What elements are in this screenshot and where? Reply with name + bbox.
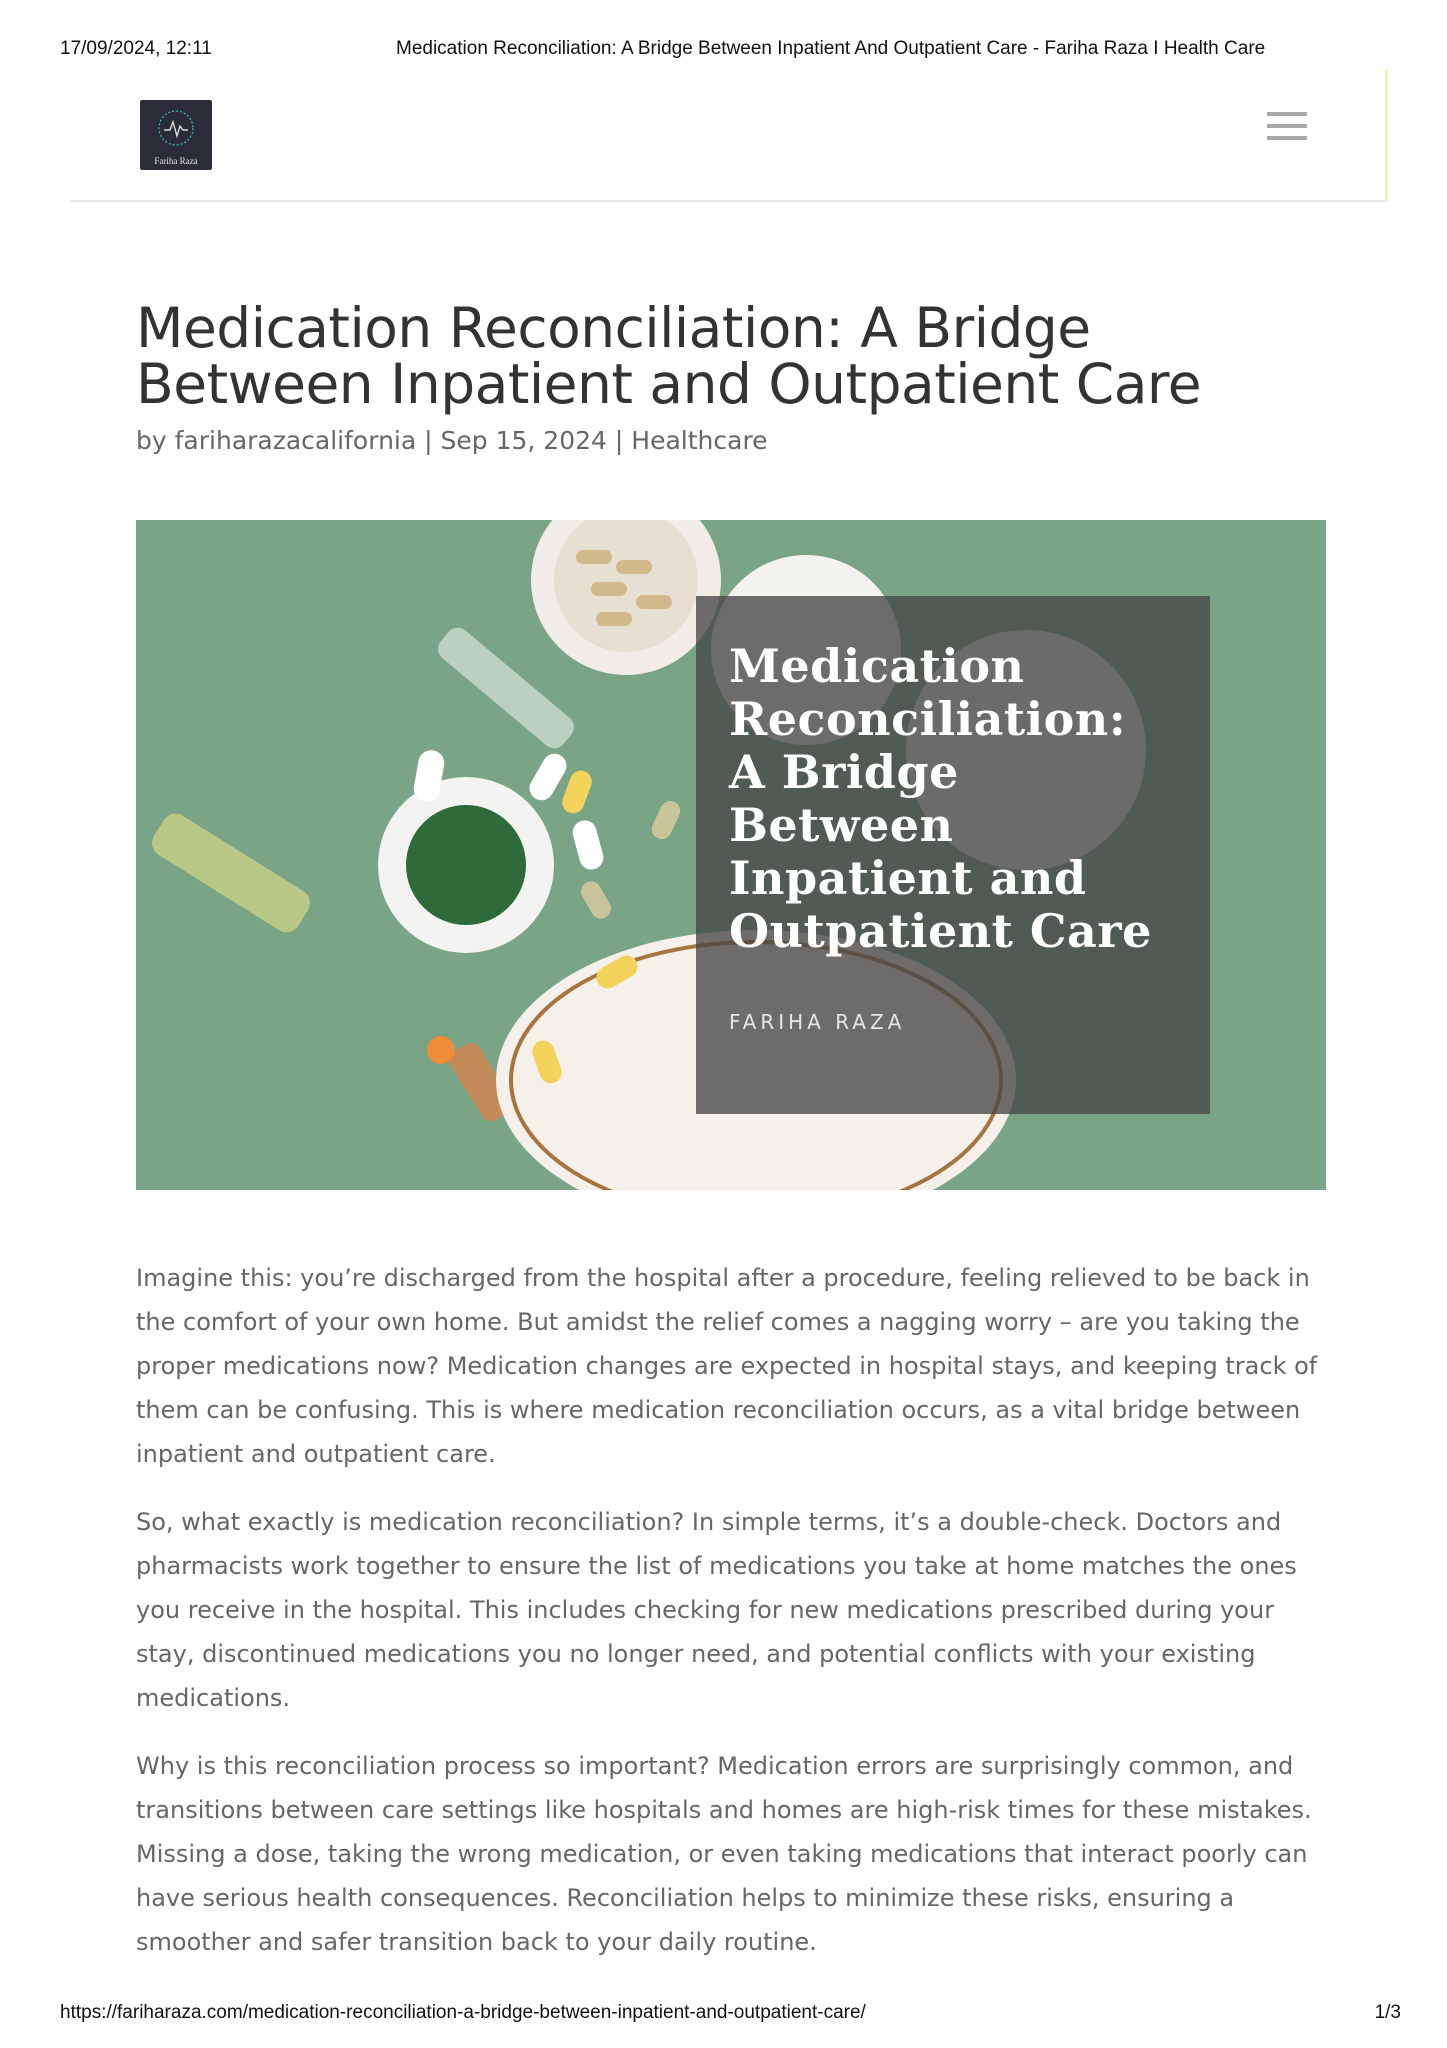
hamburger-menu-icon[interactable] — [1267, 112, 1307, 144]
hero-heading-line: Between — [729, 798, 954, 852]
post-date: Sep 15, 2024 — [440, 426, 607, 455]
heartbeat-logo-icon — [154, 106, 198, 150]
post-meta — [136, 426, 1326, 455]
article-header — [136, 296, 1326, 455]
category-link[interactable]: Healthcare — [631, 426, 768, 455]
site-header — [70, 70, 1388, 202]
author-link[interactable]: fariharazacalifornia — [174, 426, 417, 455]
meta-separator: | — [614, 426, 624, 455]
hero-heading — [729, 640, 1189, 958]
meta-by: by — [136, 426, 167, 455]
article-body — [136, 1256, 1326, 1988]
hero-title-card — [696, 596, 1210, 1114]
hero-heading-line: Medication — [729, 639, 1025, 693]
print-datetime: 17/09/2024, 12:11 — [60, 38, 212, 59]
hero-author: FARIHA RAZA — [729, 1010, 906, 1034]
paragraph: Imagine this: you’re discharged from the hospital after a procedure, feeling relieved to be back in the comfort of your own home. But amidst the relief comes a nagging worry – are you taking the proper medications now? Medication changes are expected in hospital stays, and keeping track of them can be confusing. This is where medication reconciliation occurs, as a vital bridge between inpatient and outpatient care. — [136, 1264, 1318, 1468]
hero-heading-line: Outpatient Care — [729, 904, 1152, 958]
page-title: Medication Reconciliation: A Bridge Between Inpatient and Outpatient Care — [136, 296, 1202, 416]
hero-heading-line: Inpatient and — [729, 851, 1087, 905]
print-url: https://fariharaza.com/medication-reconciliation-a-bridge-between-inpatient-and-outpatient-care/ — [60, 2002, 866, 2023]
logo-text: Fariha Raza — [154, 156, 198, 166]
print-header — [60, 38, 1387, 62]
print-page-number: 1/3 — [1374, 2002, 1401, 2023]
paragraph: So, what exactly is medication reconciliation? In simple terms, it’s a double-check. Doctors and pharmacists work together to ensure the list of medications you take at home matches the ones you receive in the hospital. This includes checking for new medications prescribed during your stay, discontinued medications you no longer need, and potential conflicts with your existing medications. — [136, 1508, 1297, 1712]
featured-image — [136, 520, 1326, 1190]
site-logo[interactable] — [140, 100, 212, 170]
hero-heading-line: Reconciliation: — [729, 692, 1127, 746]
print-page-title: Medication Reconciliation: A Bridge Between Inpatient And Outpatient Care - Fariha Raza I Health Care — [396, 38, 1266, 59]
paragraph: Why is this reconciliation process so important? Medication errors are surprisingly common, and transitions between care settings like hospitals and homes are high-risk times for these mistakes. Missing a dose, taking the wrong medication, or even taking medications that interact poorly can have serious health consequences. Reconciliation helps to minimize these risks, ensuring a smoother and safer transition back to your daily routine. — [136, 1752, 1312, 1956]
hero-heading-line: A Bridge — [729, 745, 959, 799]
meta-separator: | — [424, 426, 433, 455]
